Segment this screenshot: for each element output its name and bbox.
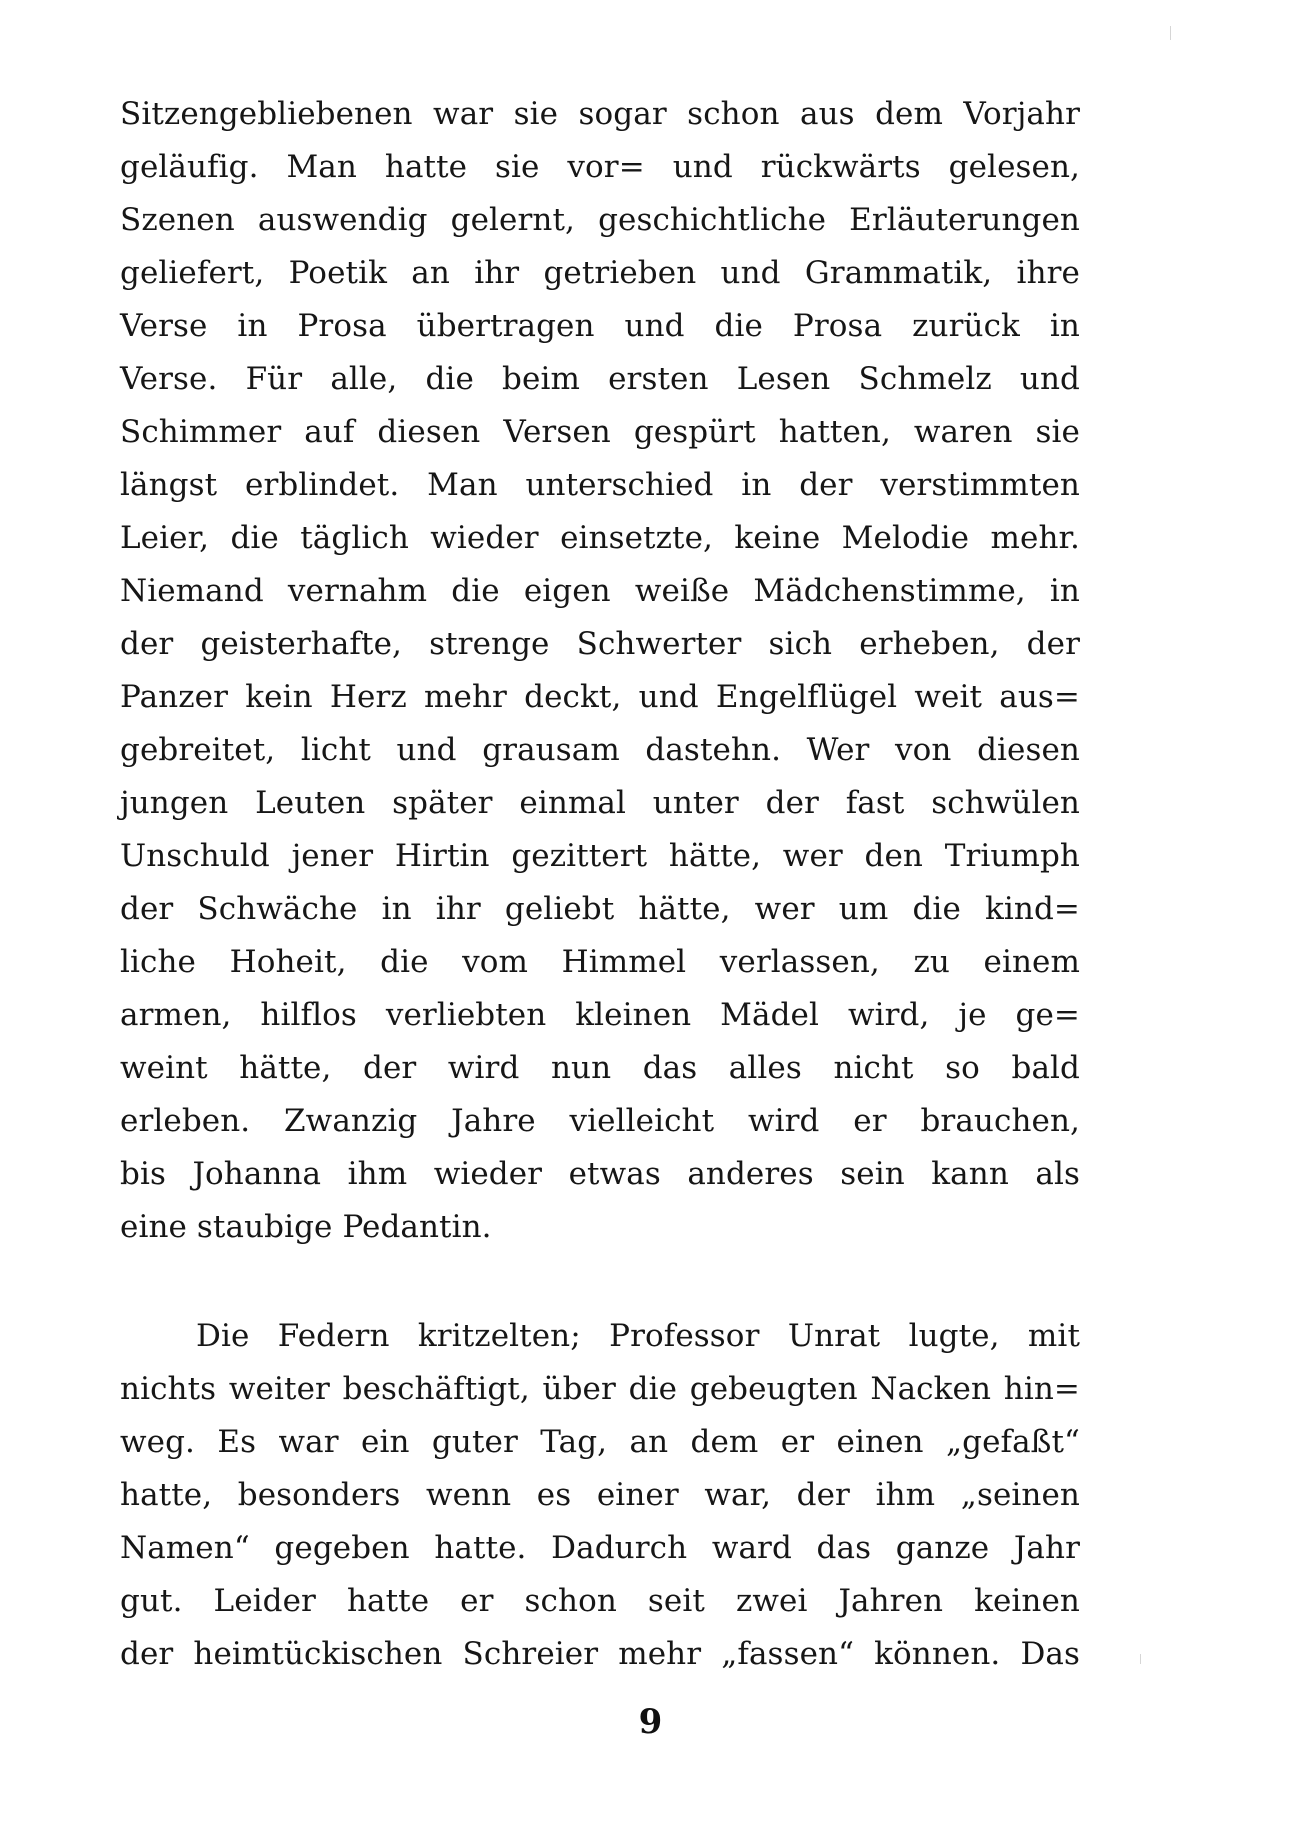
text-line: der geisterhafte, strenge Schwerter sich erheben, der (120, 626, 1080, 662)
page-number: 9 (638, 1702, 663, 1742)
text-line: gebreitet, licht und grausam dastehn. Wer von diesen (120, 732, 1080, 768)
text-line: der Schwäche in ihr geliebt hätte, wer um die kind= (120, 891, 1080, 927)
text-line: Schimmer auf diesen Versen gespürt hatten, waren sie (120, 414, 1080, 450)
text-line: armen, hilflos verliebten kleinen Mädel wird, je ge= (120, 997, 1080, 1033)
text-line: Panzer kein Herz mehr deckt, und Engelflügel weit aus= (120, 679, 1080, 715)
text-line: geliefert, Poetik an ihr getrieben und Grammatik, ihre (120, 255, 1080, 291)
text-line: Szenen auswendig gelernt, geschichtliche Erläuterungen (120, 202, 1080, 238)
text-line: Verse in Prosa übertragen und die Prosa zurück in (120, 308, 1080, 344)
text-line: bis Johanna ihm wieder etwas anderes sein kann als (120, 1156, 1080, 1192)
scan-artifact-bottom-right (1140, 1654, 1141, 1664)
text-line: weint hätte, der wird nun das alles nicht so bald (120, 1050, 1080, 1086)
text-line: Leier, die täglich wieder einsetzte, keine Melodie mehr. (120, 520, 1080, 556)
paragraph-1 (120, 88, 1080, 1254)
text-line: geläufig. Man hatte sie vor= und rückwärts gelesen, (120, 149, 1080, 185)
text-line: der heimtückischen Schreier mehr „fassen“ können. Das (120, 1636, 1080, 1672)
text-line: nichts weiter beschäftigt, über die gebeugten Nacken hin= (120, 1371, 1080, 1407)
scan-artifact-top-right (1170, 26, 1171, 40)
text-line: eine staubige Pedantin. (120, 1209, 492, 1245)
text-line: Die Federn kritzelten; Professor Unrat lugte, mit (196, 1318, 1080, 1354)
text-line: jungen Leuten später einmal unter der fast schwülen (120, 785, 1080, 821)
paragraph-2 (120, 1310, 1080, 1681)
text-line: Namen“ gegeben hatte. Dadurch ward das ganze Jahr (120, 1530, 1080, 1566)
text-line: hatte, besonders wenn es einer war, der ihm „seinen (120, 1477, 1080, 1513)
text-line: Niemand vernahm die eigen weiße Mädchenstimme, in (120, 573, 1080, 609)
text-line: gut. Leider hatte er schon seit zwei Jahren keinen (120, 1583, 1080, 1619)
text-line: weg. Es war ein guter Tag, an dem er einen „gefaßt“ (120, 1424, 1080, 1460)
text-line: liche Hoheit, die vom Himmel verlassen, zu einem (120, 944, 1080, 980)
text-line: erleben. Zwanzig Jahre vielleicht wird er brauchen, (120, 1103, 1080, 1139)
text-line: Unschuld jener Hirtin gezittert hätte, wer den Triumph (120, 838, 1080, 874)
text-line: längst erblindet. Man unterschied in der verstimmten (120, 467, 1080, 503)
text-line: Verse. Für alle, die beim ersten Lesen Schmelz und (120, 361, 1080, 397)
text-line: Sitzengebliebenen war sie sogar schon aus dem Vorjahr (120, 96, 1080, 132)
